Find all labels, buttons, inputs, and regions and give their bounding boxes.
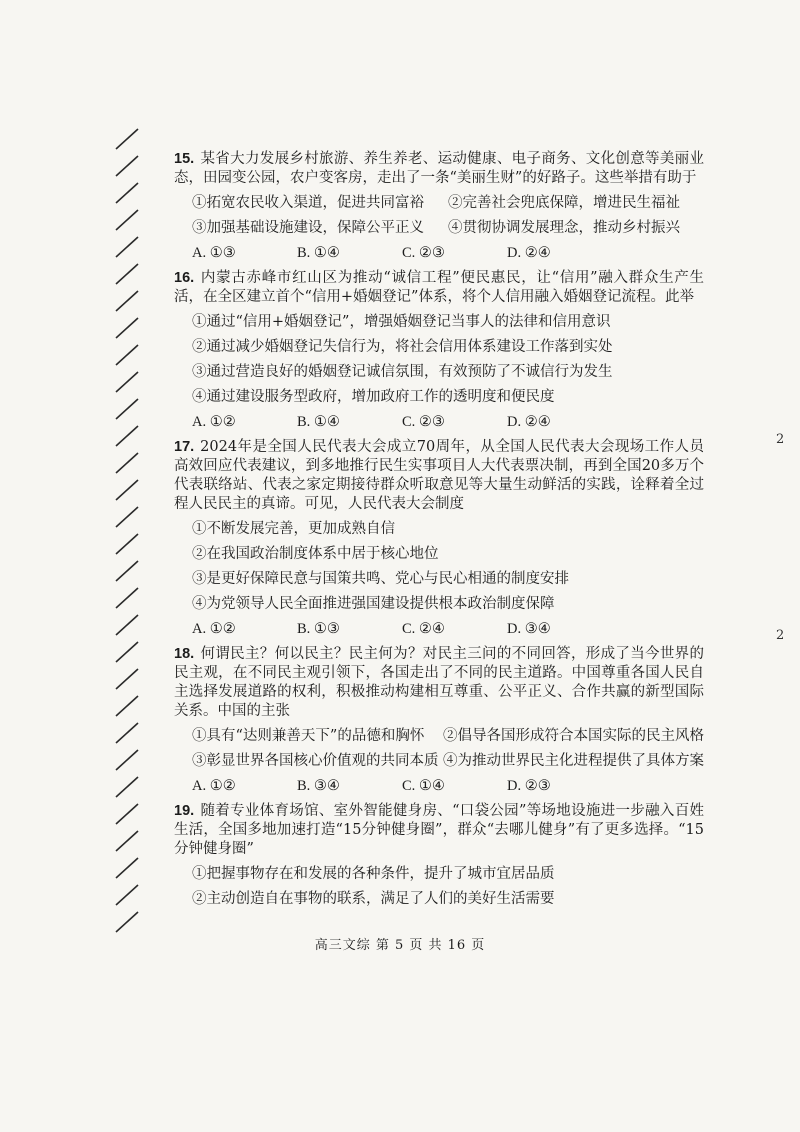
answer-b: B. ①④ <box>297 245 340 261</box>
option-4: ④通过建设服务型政府，增加政府工作的透明度和便民度 <box>192 389 555 405</box>
binding-hash-mark <box>116 156 138 176</box>
option-2: ②倡导各国形成符合本国实际的民主风格 <box>443 728 704 744</box>
option-2: ②在我国政治制度体系中居于核心地位 <box>192 546 439 562</box>
answer-choices <box>192 413 704 432</box>
binding-hash-mark <box>116 777 138 797</box>
answer-c: C. ①④ <box>402 778 445 794</box>
question-stem <box>174 269 704 307</box>
question-19 <box>174 802 704 909</box>
option-3: ③彰显世界各国核心价值观的共同本质 <box>192 753 439 769</box>
answer-d: D. ③④ <box>507 621 551 637</box>
option-3: ③加强基础设施建设，保障公平正义 <box>192 220 424 236</box>
binding-hash-mark <box>116 210 138 230</box>
binding-hash-mark <box>116 318 138 338</box>
binding-hash-mark <box>116 885 138 905</box>
question-number: 17. <box>174 439 195 455</box>
question-number: 18. <box>174 646 195 662</box>
binding-hash-icon <box>112 125 142 945</box>
binding-hash-mark <box>116 561 138 581</box>
binding-hash-mark <box>116 912 138 932</box>
binding-hash-mark <box>116 345 138 365</box>
binding-hash-mark <box>116 426 138 446</box>
answer-d: D. ②③ <box>507 778 551 794</box>
question-16 <box>174 269 704 432</box>
binding-hash-mark <box>116 831 138 851</box>
binding-hash-mark <box>116 372 138 392</box>
question-15 <box>174 150 704 263</box>
option-3: ③通过营造良好的婚姻登记诚信氛围，有效预防了不诚信行为发生 <box>192 364 613 380</box>
option-1: ①具有“达则兼善天下”的品德和胸怀 <box>192 728 425 744</box>
answer-a: A. ①② <box>192 621 236 637</box>
option-row <box>192 727 704 746</box>
question-stem <box>174 802 704 859</box>
binding-hash-mark <box>116 183 138 203</box>
option-4: ④贯彻协调发展理念，推动乡村振兴 <box>448 220 680 236</box>
question-content <box>174 150 704 915</box>
question-18 <box>174 645 704 796</box>
option-4: ④为推动世界民主化进程提供了具体方案 <box>443 753 704 769</box>
answer-choices <box>192 777 704 796</box>
binding-hash-mark <box>116 615 138 635</box>
question-stem <box>174 645 704 721</box>
binding-margin-marks <box>112 125 142 945</box>
answer-choices <box>192 620 704 639</box>
binding-hash-mark <box>116 129 138 149</box>
question-text: 某省大力发展乡村旅游、养生养老、运动健康、电子商务、文化创意等美丽业态，田园变公园，农户变客房，走出了一条“美丽生财”的好路子。这些举措有助于 <box>174 151 704 186</box>
option-2: ②主动创造自在事物的联系，满足了人们的美好生活需要 <box>192 891 555 907</box>
question-stem <box>174 150 704 188</box>
binding-hash-mark <box>116 750 138 770</box>
binding-hash-mark <box>116 507 138 527</box>
option-2: ②完善社会兜底保障，增进民生福祉 <box>448 195 680 211</box>
binding-hash-mark <box>116 696 138 716</box>
question-number: 15. <box>174 151 195 167</box>
answer-d: D. ②④ <box>507 414 551 430</box>
option-1: ①把握事物存在和发展的各种条件，提升了城市宜居品质 <box>192 866 555 882</box>
question-text: 内蒙古赤峰市红山区为推动“诚信工程”便民惠民，让“信用”融入群众生产生活，在全区建立首个“信用+婚姻登记”体系，将个人信用融入婚姻登记流程。此举 <box>174 270 704 305</box>
answer-a: A. ①② <box>192 414 236 430</box>
binding-hash-mark <box>116 480 138 500</box>
answer-c: C. ②④ <box>402 621 445 637</box>
question-17 <box>174 438 704 639</box>
question-stem <box>174 438 704 514</box>
question-number: 19. <box>174 803 195 819</box>
answer-choices <box>192 244 704 263</box>
binding-hash-mark <box>116 723 138 743</box>
option-row <box>192 194 704 213</box>
option-row <box>192 752 704 771</box>
edge-mark: 2 <box>776 628 785 643</box>
option-row <box>192 219 704 238</box>
option-3: ③是更好保障民意与国策共鸣、党心与民心相通的制度安排 <box>192 571 569 587</box>
answer-a: A. ①② <box>192 778 236 794</box>
binding-hash-mark <box>116 588 138 608</box>
binding-hash-mark <box>116 453 138 473</box>
answer-b: B. ③④ <box>297 778 340 794</box>
question-text: 2024年是全国人民代表大会成立70周年，从全国人民代表大会现场工作人员高效回应代表建议，到多地推行民生实事项目人大代表票决制，再到全国20多万个代表联络站、代表之家定期接待群众听取意见等大量生动鲜活的实践，诠释着全过程人民民主的真谛。可见，人民代表大会制度 <box>174 439 704 512</box>
binding-hash-mark <box>116 399 138 419</box>
option-1: ①拓宽农民收入渠道，促进共同富裕 <box>192 195 424 211</box>
option-4: ④为党领导人民全面推进强国建设提供根本政治制度保障 <box>192 596 555 612</box>
binding-hash-mark <box>116 237 138 257</box>
page-footer: 高三文综 第 5 页 共 16 页 <box>314 938 486 953</box>
answer-a: A. ①③ <box>192 245 236 261</box>
question-number: 16. <box>174 270 195 286</box>
binding-hash-mark <box>116 858 138 878</box>
binding-hash-mark <box>116 264 138 284</box>
answer-b: B. ①③ <box>297 621 340 637</box>
option-1: ①通过“信用+婚姻登记”，增强婚姻登记当事人的法律和信用意识 <box>192 314 611 330</box>
edge-mark: 2 <box>776 432 785 447</box>
binding-hash-mark <box>116 669 138 689</box>
binding-hash-mark <box>116 534 138 554</box>
question-text: 何谓民主？何以民主？民主何为？对民主三问的不同回答，形成了当今世界的民主观，在不同民主观引领下，各国走出了不同的民主道路。中国尊重各国人民自主选择发展道路的权利，积极推动构建相互尊重、公平正义、合作共赢的新型国际关系。中国的主张 <box>174 646 704 719</box>
option-2: ②通过减少婚姻登记失信行为，将社会信用体系建设工作落到实处 <box>192 339 613 355</box>
binding-hash-mark <box>116 291 138 311</box>
answer-c: C. ②③ <box>402 245 445 261</box>
answer-c: C. ②③ <box>402 414 445 430</box>
answer-b: B. ①④ <box>297 414 340 430</box>
option-1: ①不断发展完善，更加成熟自信 <box>192 521 395 537</box>
binding-hash-mark <box>116 642 138 662</box>
answer-d: D. ②④ <box>507 245 551 261</box>
question-text: 随着专业体育场馆、室外智能健身房、“口袋公园”等场地设施进一步融入百姓生活，全国多地加速打造“15分钟健身圈”，群众“去哪儿健身”有了更多选择。“15分钟健身圈” <box>174 803 704 857</box>
binding-hash-mark <box>116 804 138 824</box>
